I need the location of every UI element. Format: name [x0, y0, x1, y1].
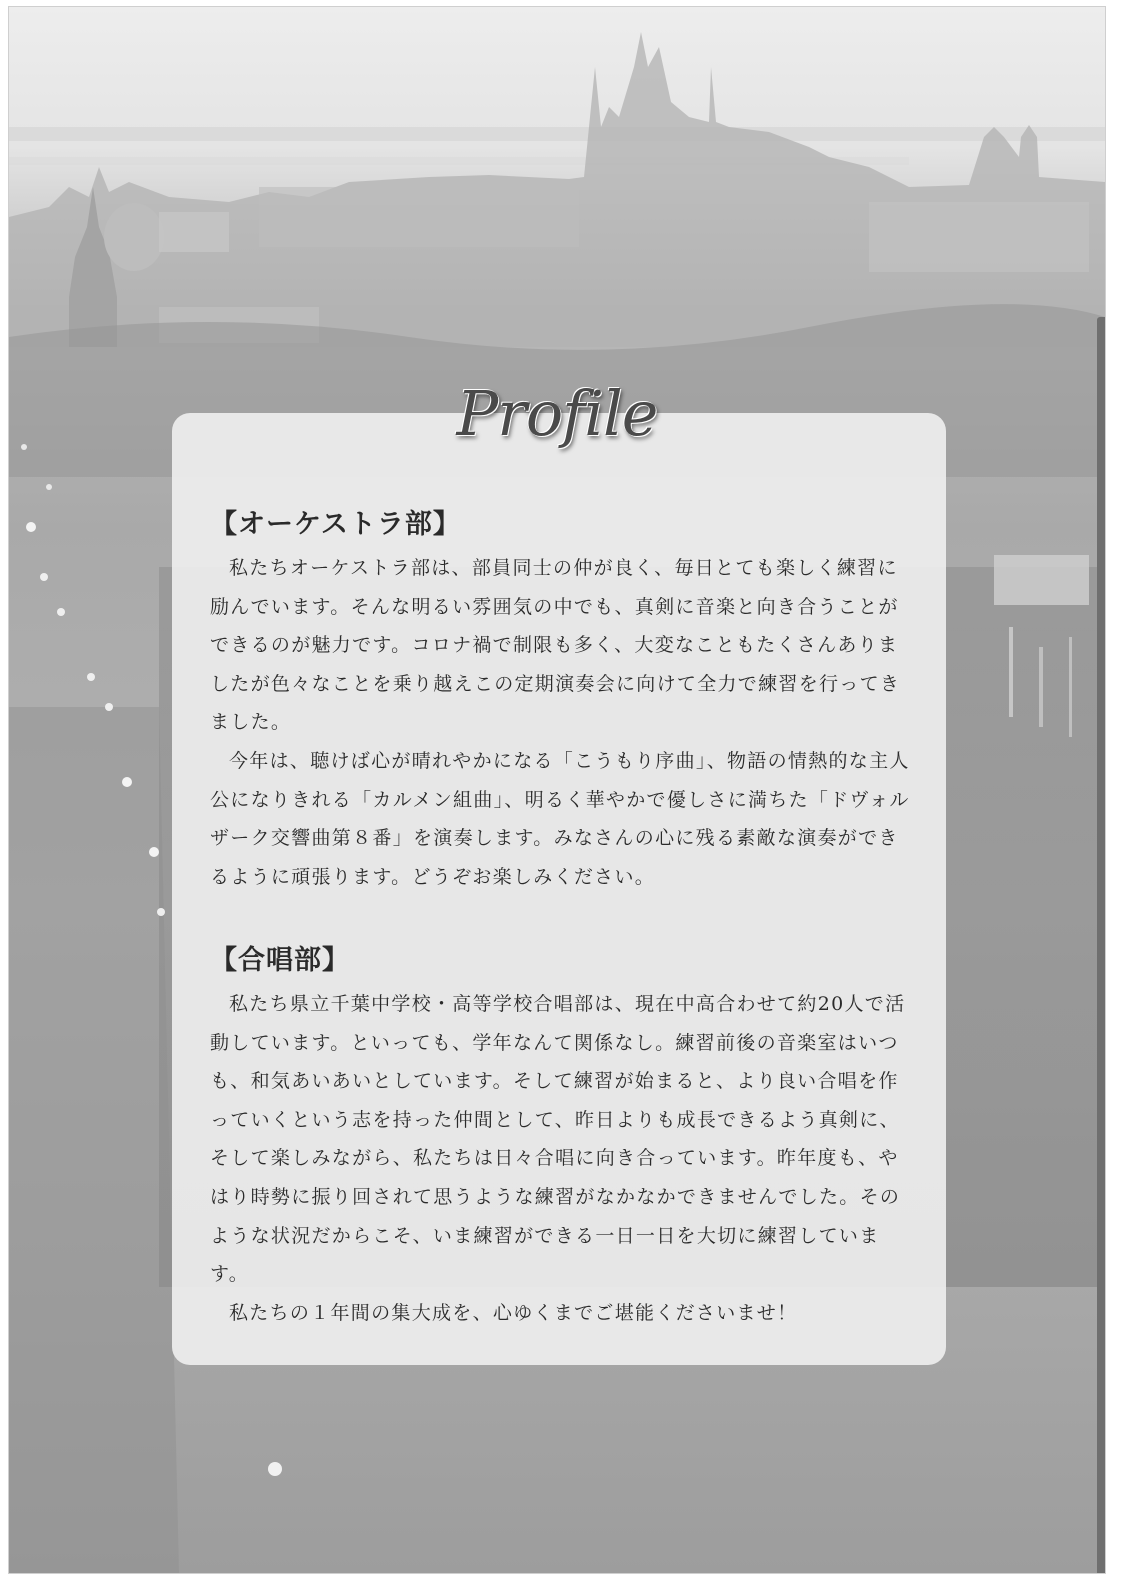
orchestra-paragraph-1: 私たちオーケストラ部は、部員同士の仲が良く、毎日とても楽しく練習に励んでいます。そんな明るい雰囲気の中でも、真剣に音楽と向き合うことができるのが魅力です。コロナ禍で制限も多く、大変なこともたくさんありましたが色々なことを乗り越えこの定期演奏会に向けて全力で練習を行ってきました。 [210, 557, 901, 734]
choir-heading: 【合唱部】 [210, 945, 350, 976]
page-sheet [8, 6, 1106, 1574]
profile-title: Profile [456, 377, 658, 450]
choir-paragraph-2: 私たちの１年間の集大成を、心ゆくまでご堪能くださいませ！ [229, 1301, 798, 1324]
orchestra-heading: 【オーケストラ部】 [210, 509, 461, 540]
choir-paragraph-1: 私たち県立千葉中学校・高等学校合唱部は、現在中高合わせて約20人で活動しています。といっても、学年なんて関係なし。練習前後の音楽室はいつも、和気あいあいとしています。そして練習が始まると、より良い合唱を作っていくという志を持った仲間として、昨日よりも成長できるよう真剣に、そして楽しみながら、私たちは日々合唱に向き合っています。昨年度も、やはり時勢に振り回されて思うような練習がなかなかできませんでした。そのような状況だからこそ、いま練習ができる一日一日を大切に練習しています。 [210, 993, 906, 1286]
orchestra-paragraph-2: 今年は、聴けば心が晴れやかになる「こうもり序曲」、物語の情熱的な主人公になりきれる「カルメン組曲」、明るく華やかで優しさに満ちた「ドヴォルザーク交響曲第８番」を演奏します。みなさんの心に残る素敵な演奏ができるように頑張ります。どうぞお楽しみください。 [210, 749, 910, 888]
scrollbar[interactable] [1097, 317, 1105, 1574]
orchestra-section [210, 505, 910, 896]
choir-section [210, 941, 910, 1332]
